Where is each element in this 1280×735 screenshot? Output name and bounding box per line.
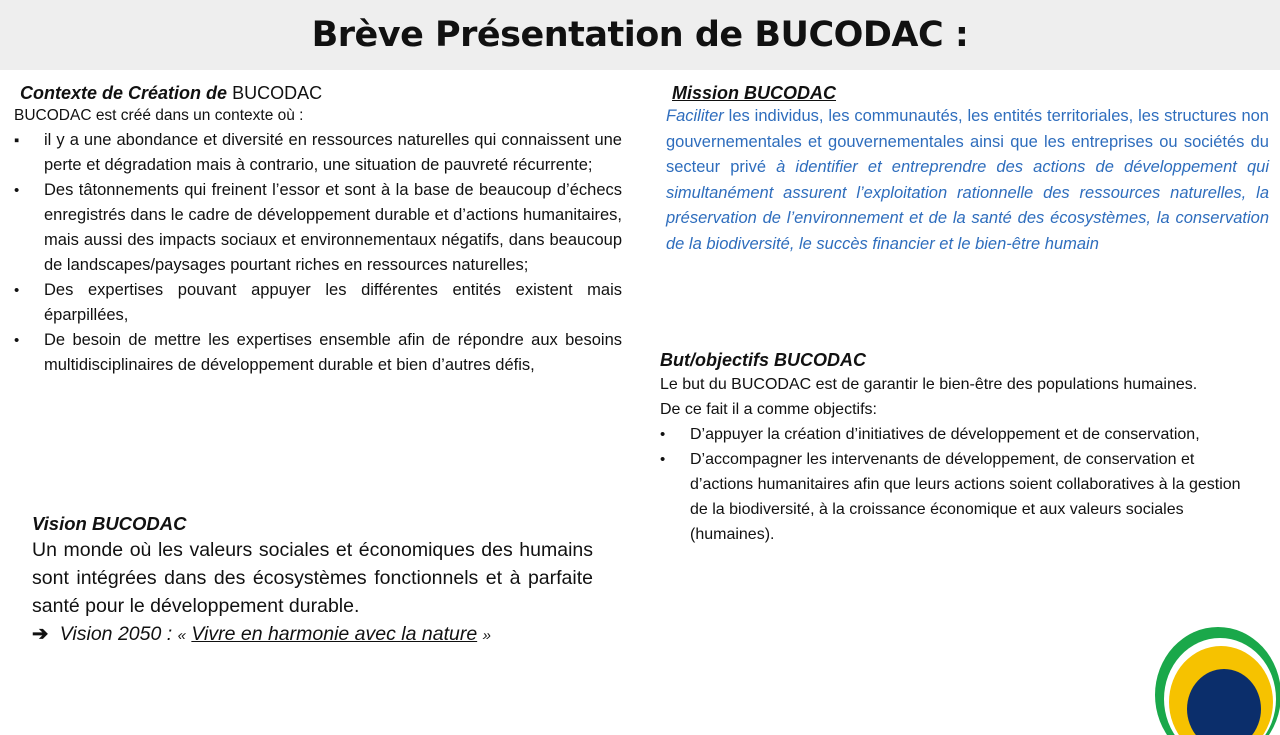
bullet-icon: • [14, 332, 20, 349]
mission-text: Faciliter les individus, les communautés, les entités territoriales, les structures non gouvernementales et gouvernementales ainsi que les entreprises ou sociétés du secteur privé à identifier et entreprendre des actions de développement qui simultanément assurent l’exploitation rationnelle des ressources naturelles, la préservation de l’environnement et de la santé des écosystèmes, la conservation de la biodiversité, le succès financier et le bien-être humain [666, 107, 1269, 253]
bullet-icon: • [14, 182, 20, 199]
contexte-heading [14, 82, 622, 104]
mission-section [666, 82, 1269, 257]
quote-open: « [177, 627, 186, 644]
vision-2050-link: Vivre en harmonie avec la nature [191, 623, 478, 645]
bullet-icon: • [14, 282, 20, 299]
contexte-list [14, 128, 622, 378]
contexte-heading-italic: Contexte de Création de [20, 83, 228, 103]
contexte-section [14, 82, 622, 378]
vision-heading: Vision BUCODAC [32, 513, 187, 534]
bucodac-logo [1148, 625, 1280, 735]
logo-rings-icon [1148, 625, 1280, 735]
vision-section [32, 512, 593, 650]
page-title: Brève Présentation de BUCODAC : [311, 15, 969, 55]
but-heading: But/objectifs BUCODAC [660, 350, 866, 370]
bullet-icon: • [660, 451, 666, 468]
arrow-right-icon: ➔ [32, 623, 49, 645]
list-item: • D’accompagner les intervenants de développement, de conservation et d’actions humanitaires afin que leurs actions soient collaboratives à la gestion de la biodiversité, à la croissance économique et aux valeurs sociales (humaines). [660, 447, 1250, 547]
but-list [660, 422, 1250, 547]
but-intro2: De ce fait il a comme objectifs: [660, 401, 877, 418]
list-item: • De besoin de mettre les expertises ensemble afin de répondre aux besoins multidisciplinaires de développement durable et bien d’autres défis, [14, 328, 622, 378]
list-item: • Des expertises pouvant appuyer les différentes entités existent mais éparpillées, [14, 278, 622, 328]
but-section [660, 348, 1250, 547]
bullet-icon: • [660, 426, 666, 443]
vision-2050-line [32, 620, 593, 650]
vision-text: Un monde où les valeurs sociales et économiques des humains sont intégrées dans des écosystèmes fonctionnels et à parfaite santé pour le développement durable. [32, 539, 593, 617]
contexte-intro: BUCODAC est créé dans un contexte où : [14, 107, 304, 124]
but-intro: Le but du BUCODAC est de garantir le bien-être des populations humaines. [660, 376, 1198, 393]
quote-close: » [482, 627, 491, 644]
mission-heading: Mission BUCODAC [672, 83, 837, 103]
vision-2050-prefix: Vision 2050 : [59, 623, 173, 645]
contexte-heading-plain: BUCODAC [232, 83, 323, 103]
list-item: • Des tâtonnements qui freinent l’essor et sont à la base de beaucoup d’échecs enregistrés dans le cadre de développement durable et d’actions humanitaires, mais aussi des impacts sociaux et environnementaux négatifs, dans beaucoup de landscapes/paysages pourtant riches en ressources naturelles; [14, 178, 622, 278]
square-bullet-icon: ▪ [14, 132, 20, 149]
title-bar [0, 0, 1280, 70]
list-item: ▪ il y a une abondance et diversité en ressources naturelles qui connaissent une perte et dégradation mais à contrario, une situation de pauvreté récurrente; [14, 128, 622, 178]
list-item: • D’appuyer la création d’initiatives de développement et de conservation, [660, 422, 1250, 447]
